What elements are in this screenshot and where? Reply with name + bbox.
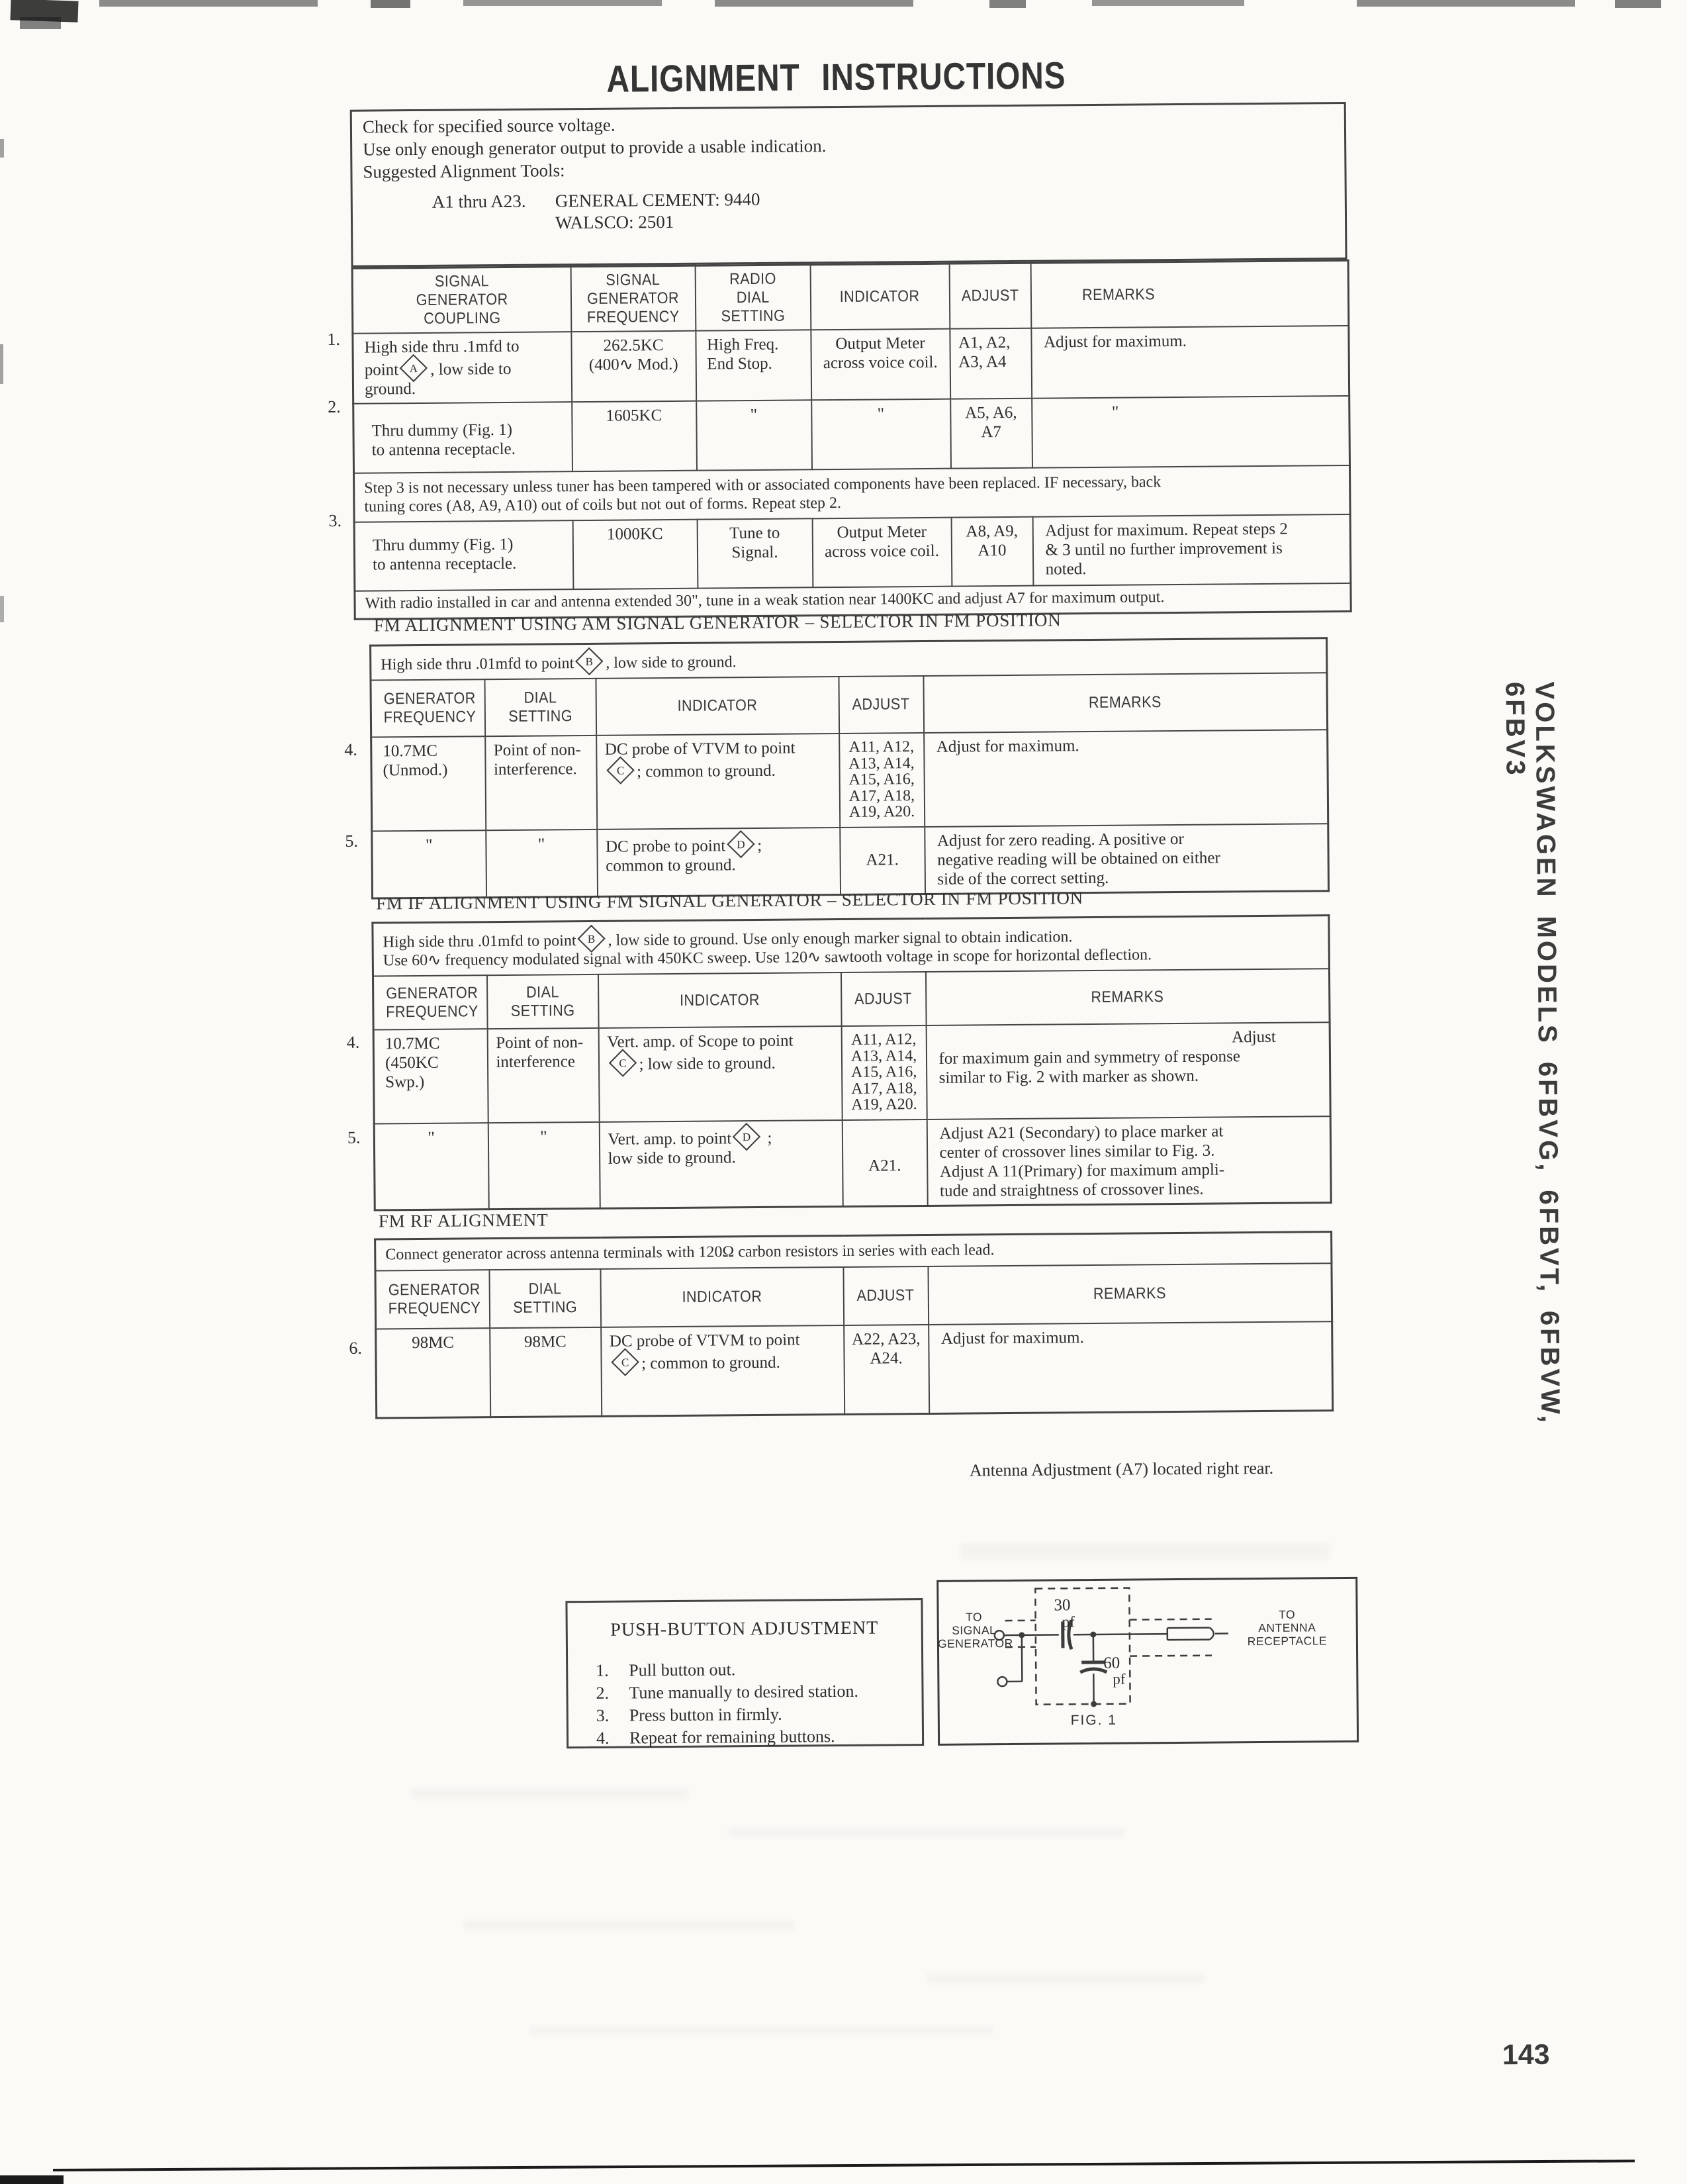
intro-box <box>350 102 1347 267</box>
fig1-shunt-capacitor-unit: pf <box>1113 1670 1126 1687</box>
am-alignment-table <box>351 260 1352 620</box>
cell-remarks: Adjust for maximum. Repeat steps 2 & 3 until no further improvement is noted. <box>1032 514 1351 586</box>
cell-dial: 98MC <box>490 1327 602 1417</box>
cell-dial: Point of non- interference <box>487 1028 599 1123</box>
col-header-remarks: REMARKS <box>925 969 1330 1025</box>
cell-remarks: Adjust for maximum. <box>929 1321 1333 1414</box>
cell-dial: High Freq. End Stop. <box>696 330 811 401</box>
cell-frequency: 10.7MC (450KC Swp.) <box>373 1029 488 1123</box>
push-button-step: Press button in firmly. <box>629 1704 782 1725</box>
table-row <box>374 1116 1331 1210</box>
cell-dial: " <box>486 830 598 898</box>
point-d-diamond-icon: D <box>727 830 754 858</box>
cell-adjust: A21. <box>842 1119 927 1207</box>
fm-am-note: High side thru .01mfd to point B , low side to ground. <box>371 638 1327 681</box>
table-row <box>373 1022 1330 1123</box>
table-row <box>376 1321 1333 1418</box>
cell-frequency: 10.7MC (Unmod.) <box>371 736 486 831</box>
push-button-step: Tune manually to desired station. <box>629 1681 859 1703</box>
table-row <box>354 514 1351 591</box>
cell-dial: " <box>488 1122 600 1210</box>
col-header-dial: RADIO DIAL SETTING <box>695 265 811 331</box>
cell-adjust: A8, A9, A10 <box>951 517 1033 587</box>
cell-remarks <box>926 1022 1330 1119</box>
table-row <box>353 396 1350 473</box>
col-header-frequency: GENERATOR FREQUENCY <box>373 975 487 1029</box>
push-button-step-number: 3. <box>596 1705 610 1725</box>
cell-dial: Point of non- interference. <box>485 736 597 830</box>
remarks-body: for maximum gain and symmetry of response similar to Fig. 2 with marker as shown. <box>938 1047 1241 1087</box>
point-d-diamond-icon: D <box>733 1123 760 1151</box>
cell-frequency: 98MC <box>376 1328 490 1418</box>
point-c-diamond-icon: C <box>606 756 634 784</box>
push-button-adjustment-box <box>565 1598 924 1748</box>
antenna-adjustment-note: Antenna Adjustment (A7) located right rear. <box>969 1458 1274 1480</box>
cell-remarks: Adjust for maximum. <box>924 730 1328 827</box>
cell-indicator: Vert. amp. of Scope to point C ; low side to ground. <box>598 1026 842 1122</box>
cell-indicator: Output Meter across voice coil. <box>812 518 952 588</box>
col-header-adjust: ADJUST <box>839 676 924 734</box>
fm-if-alignment-table <box>371 914 1332 1211</box>
col-header-indicator: INDICATOR <box>600 1266 844 1327</box>
cell-frequency: " <box>374 1123 488 1210</box>
col-header-remarks: REMARKS <box>928 1263 1332 1325</box>
col-header-coupling: SIGNAL GENERATOR COUPLING <box>352 267 571 334</box>
fm-am-alignment-table <box>369 637 1330 899</box>
table-row <box>372 824 1329 898</box>
remarks-intro: Adjust <box>1231 1027 1276 1047</box>
col-header-indicator: INDICATOR <box>810 263 950 330</box>
fm-am-section-heading: FM ALIGNMENT USING AM SIGNAL GENERATOR – SELECTOR IN FM POSITION <box>373 610 1062 636</box>
table-note-row <box>354 465 1351 522</box>
intro-line-1: Check for specified source voltage. <box>362 115 616 137</box>
cell-adjust: A5, A6, A7 <box>950 399 1032 469</box>
step-number-4b: 4. <box>346 1032 360 1052</box>
fig1-schematic <box>936 1577 1359 1746</box>
point-a-diamond-icon: A <box>400 354 428 382</box>
cell-adjust: A11, A12, A13, A14, A15, A16, A17, A18, A19, A20. <box>841 1025 927 1120</box>
point-c-diamond-icon: C <box>611 1348 639 1376</box>
cell-remarks: " <box>1032 396 1350 468</box>
step-number-1: 1. <box>327 329 341 350</box>
push-button-step: Repeat for remaining buttons. <box>629 1727 835 1748</box>
step-number-2: 2. <box>328 397 341 417</box>
cell-adjust: A1, A2, A3, A4 <box>950 328 1032 399</box>
point-c-diamond-icon: C <box>608 1049 636 1076</box>
cell-dial: " <box>696 400 812 470</box>
step-number-6: 6. <box>349 1338 363 1358</box>
cell-frequency: 262.5KC (400∿ Mod.) <box>571 331 696 402</box>
cell-remarks: Adjust for zero reading. A positive or negative reading will be obtained on either side of the correct setting. <box>925 824 1329 894</box>
col-header-indicator: INDICATOR <box>596 677 839 736</box>
cell-indicator: DC probe to point D ; common to ground. <box>597 828 841 896</box>
alignment-tools-range: A1 thru A23. <box>432 191 526 212</box>
table-row <box>371 730 1328 831</box>
alignment-tool-1: GENERAL CEMENT: 9440 <box>555 189 760 211</box>
fig1-right-terminal-label: TO ANTENNA RECEPTACLE <box>1247 1607 1328 1648</box>
cell-remarks: Adjust for maximum. <box>1031 326 1349 399</box>
fig1-caption: FIG. 1 <box>1070 1712 1118 1729</box>
cell-indicator: " <box>811 399 951 470</box>
cell-frequency: 1605KC <box>572 401 697 471</box>
intro-line-3: Suggested Alignment Tools: <box>363 160 565 182</box>
push-button-step-number: 4. <box>596 1728 610 1748</box>
step3-note: Step 3 is not necessary unless tuner has been tampered with or associated components have been replaced. IF necessary, back tuning cores (A8, A9, A10) out of coils but not out of forms. Repeat step 2. <box>354 465 1351 522</box>
col-header-adjust: ADJUST <box>841 972 926 1026</box>
cell-indicator: Output Meter across voice coil. <box>811 329 950 401</box>
page-title: ALIGNMENT INSTRUCTIONS <box>606 54 1066 101</box>
cell-coupling: High side thru .1mfd to point A , low side to ground. <box>353 332 572 404</box>
fm-if-note: High side thru .01mfd to point B , low side to ground. Use only enough marker signal to obtain indication. Use 60∿ frequency modulated signal with 450KC sweep. Use 120∿ sawtooth voltage in scope for horizontal deflection. <box>373 916 1330 976</box>
push-button-step-number: 1. <box>596 1660 609 1680</box>
am-footer-note: With radio installed in car and antenna extended 30", tune in a weak station near 1400KC and adjust A7 for maximum output. <box>355 583 1351 619</box>
intro-line-2: Use only enough generator output to provide a usable indication. <box>363 136 827 160</box>
cell-indicator: Vert. amp. to point D ; low side to ground. <box>599 1120 843 1208</box>
fm-if-section-heading: FM IF ALIGNMENT USING FM SIGNAL GENERATOR – SELECTOR IN FM POSITION <box>376 888 1084 914</box>
step-number-3: 3. <box>328 510 342 531</box>
fm-rf-note: Connect generator across antenna terminals with 120Ω carbon resistors in series with each lead. <box>375 1232 1332 1270</box>
fig1-shunt-capacitor-value: 60 <box>1103 1654 1120 1672</box>
col-header-dial: DIAL SETTING <box>486 974 598 1029</box>
step-number-4: 4. <box>344 739 357 759</box>
step-number-5b: 5. <box>347 1127 361 1147</box>
cell-coupling: Thru dummy (Fig. 1) to antenna receptacle. <box>353 402 572 473</box>
col-header-frequency: SIGNAL GENERATOR FREQUENCY <box>570 265 696 332</box>
fig1-left-terminal-label: TO SIGNAL GENERATOR <box>937 1610 1013 1650</box>
push-button-step-number: 2. <box>596 1683 610 1703</box>
table-row <box>353 326 1349 404</box>
cell-adjust: A21. <box>840 827 925 895</box>
cell-dial: Tune to Signal. <box>697 518 813 588</box>
cell-remarks: Adjust A21 (Secondary) to place marker at center of crossover lines similar to Fig. 3. Adjust A 11(Primary) for maximum ampli- tude and straightness of crossover lines. <box>927 1116 1331 1206</box>
alignment-tool-2: WALSCO: 2501 <box>555 211 674 233</box>
cell-frequency: 1000KC <box>572 520 698 589</box>
cell-indicator: DC probe of VTVM to point C ; common to ground. <box>596 734 840 830</box>
cell-adjust: A22, A23, A24. <box>844 1324 929 1414</box>
col-header-remarks: REMARKS <box>1030 260 1349 328</box>
col-header-indicator: INDICATOR <box>598 973 841 1028</box>
col-header-frequency: GENERATOR FREQUENCY <box>371 679 485 737</box>
col-header-dial: DIAL SETTING <box>489 1268 601 1327</box>
step-number-5: 5. <box>345 831 359 851</box>
push-button-title: PUSH-BUTTON ADJUSTMENT <box>610 1617 879 1640</box>
col-header-adjust: ADJUST <box>843 1266 929 1325</box>
cell-adjust: A11, A12, A13, A14, A15, A16, A17, A18, A19, A20. <box>839 733 925 828</box>
page-number: 143 <box>1502 2038 1550 2071</box>
push-button-step: Pull button out. <box>629 1660 736 1680</box>
cell-frequency: " <box>372 830 486 898</box>
fm-rf-section-heading: FM RF ALIGNMENT <box>378 1210 549 1231</box>
fig1-series-capacitor-value: 30 <box>1054 1596 1071 1615</box>
model-side-label: VOLKSWAGEN MODELS 6FBVG, 6FBVT, 6FBVW, 6FBV3 <box>1500 681 1565 1425</box>
fig1-series-capacitor-unit: pf <box>1062 1613 1075 1631</box>
col-header-dial: DIAL SETTING <box>484 679 596 736</box>
fm-rf-alignment-table <box>374 1231 1334 1419</box>
table-note-row <box>373 916 1330 976</box>
cell-indicator: DC probe of VTVM to point C ; common to ground. <box>601 1325 844 1416</box>
col-header-frequency: GENERATOR FREQUENCY <box>375 1270 490 1329</box>
cell-coupling: Thru dummy (Fig. 1) to antenna receptacle. <box>354 520 573 591</box>
col-header-remarks: REMARKS <box>923 673 1328 733</box>
point-b-diamond-icon: B <box>575 647 603 675</box>
col-header-adjust: ADJUST <box>949 263 1031 328</box>
point-b-diamond-icon: B <box>577 925 605 953</box>
